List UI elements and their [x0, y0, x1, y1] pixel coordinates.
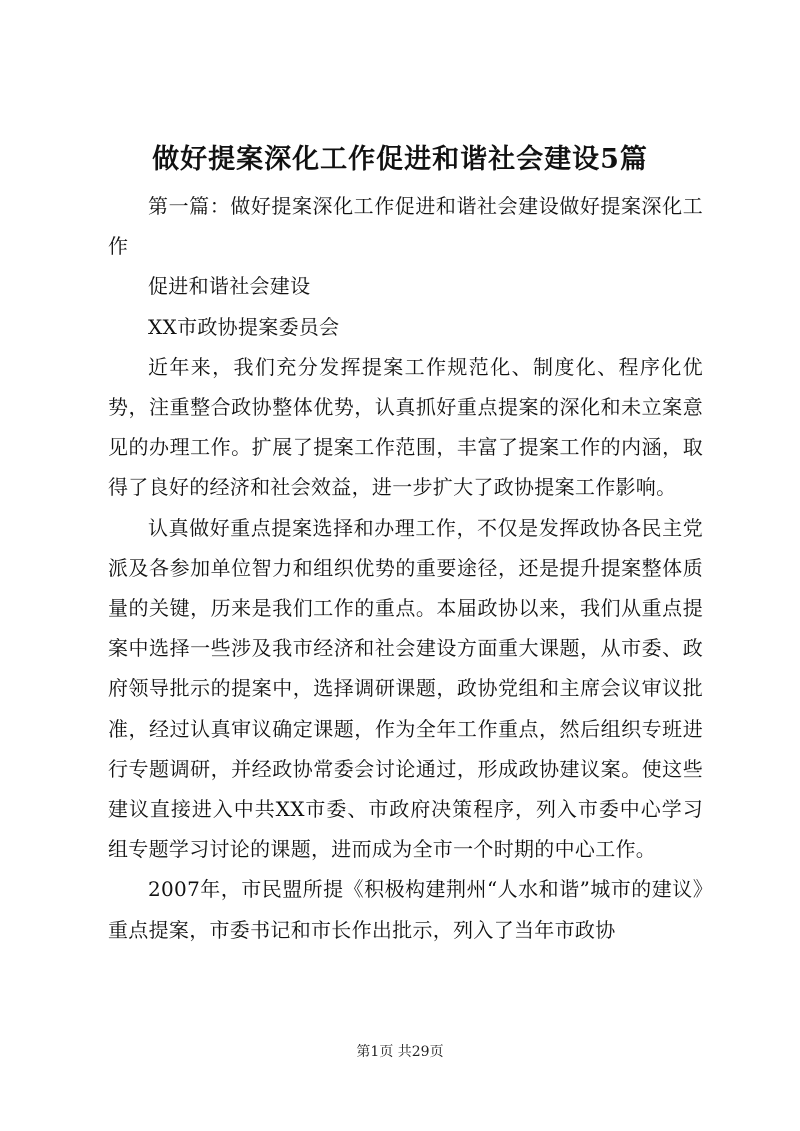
paragraph-chapter-heading: 第一篇：做好提案深化工作促进和谐社会建设做好提案深化工作 [108, 194, 703, 259]
paragraph-body: 2007年，市民盟所提《积极构建荆州“人水和谐”城市的建议》重点提案，市委书记和市长作出批示，列入了当年市政协 [108, 877, 703, 942]
document-body [108, 186, 703, 950]
document-title: 做好提案深化工作促进和谐社会建设5篇 [152, 144, 648, 175]
page-number-footer: 第1页 共29页 [356, 1044, 444, 1060]
paragraph-body: 近年来，我们充分发挥提案工作规范化、制度化、程序化优势，注重整合政协整体优势，认真抓好重点提案的深化和未立案意见的办理工作。扩展了提案工作范围，丰富了提案工作的内涵，取得了良好的经济和社会效益，进一步扩大了政协提案工作影响。 [108, 354, 703, 500]
paragraph-body: 认真做好重点提案选择和办理工作，不仅是发挥政协各民主党派及各参加单位智力和组织优势的重要途径，还是提升提案整体质量的关键，历来是我们工作的重点。本届政协以来，我们从重点提案中选择一些涉及我市经济和社会建设方面重大课题，从市委、政府领导批示的提案中，选择调研课题，政协党组和主席会议审议批准，经过认真审议确定课题，作为全年工作重点，然后组织专班进行专题调研，并经政协常委会讨论通过，形成政协建议案。使这些建议直接进入中共XX市委、市政府决策程序，列入市委中心学习组专题学习讨论的课题，进而成为全市一个时期的中心工作。 [108, 515, 703, 862]
paragraph-author: XX市政协提案委员会 [148, 314, 340, 339]
paragraph-subtitle: 促进和谐社会建设 [148, 274, 311, 299]
